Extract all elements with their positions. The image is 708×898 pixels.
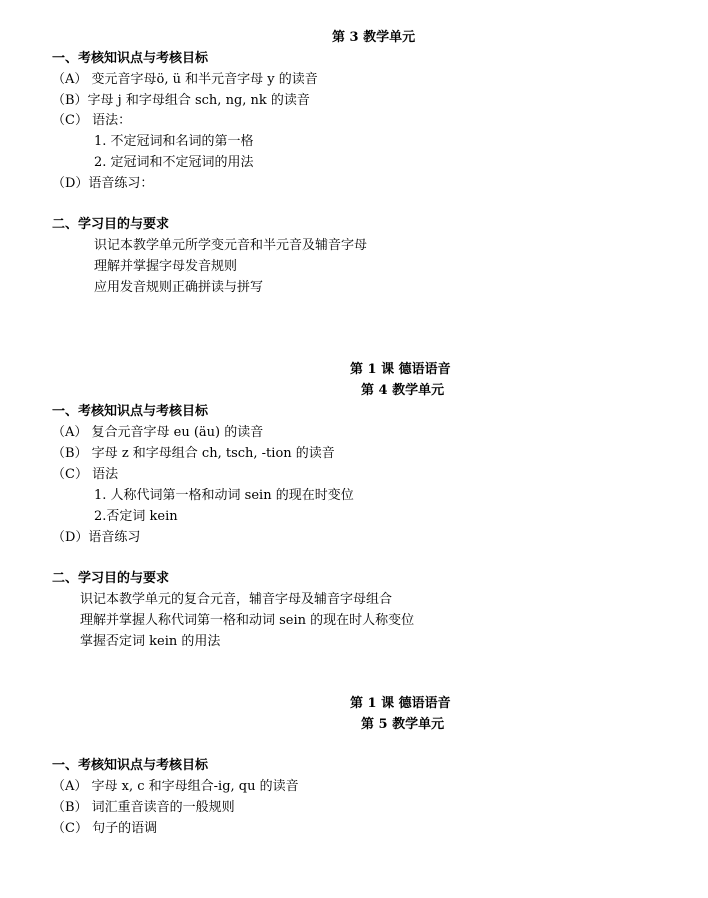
unit4-item-b: （B） 字母 z 和字母组合 ch, tsch, -tion 的读音 (52, 446, 335, 461)
unit3-item-b: （B）字母 j 和字母组合 sch, ng, nk 的读音 (52, 93, 310, 108)
unit3-section1-heading: 一、考核知识点与考核目标 (52, 51, 209, 66)
unit5-item-a: （A） 字母 x, c 和字母组合-ig, qu 的读音 (52, 779, 299, 794)
unit4-item-c1: 1. 人称代词第一格和动词 sein 的现在时变位 (94, 488, 354, 503)
unit4-section1-heading: 一、考核知识点与考核目标 (52, 404, 209, 419)
unit3-item-c: （C） 语法： (52, 113, 132, 128)
unit4-requirement-2: 理解并掌握人称代词第一格和动词 sein 的现在时人称变位 (80, 613, 415, 628)
unit4-requirement-1: 识记本教学单元的复合元音，辅音字母及辅音字母组合 (80, 592, 393, 607)
unit5-item-b: （B） 词汇重音读音的一般规则 (52, 800, 235, 815)
unit3-item-c2: 2. 定冠词和不定冠词的用法 (94, 155, 254, 170)
unit3-requirement-2: 理解并掌握字母发音规则 (94, 259, 238, 274)
unit3-title: 第 3 教学单元 (332, 30, 416, 45)
unit3-requirement-1: 识记本教学单元所学变元音和半元音及辅音字母 (94, 238, 368, 253)
unit5-item-c: （C） 句子的语调 (52, 821, 158, 836)
unit5-title: 第 5 教学单元 (361, 717, 445, 732)
unit4-requirement-3: 掌握否定词 kein 的用法 (80, 634, 221, 649)
unit3-item-d: （D）语音练习： (52, 176, 154, 191)
unit3-item-c1: 1. 不定冠词和名词的第一格 (94, 134, 254, 149)
unit3-section2-heading: 二、学习目的与要求 (52, 217, 170, 232)
unit4-item-c: （C） 语法 (52, 467, 119, 482)
unit5-section1-heading: 一、考核知识点与考核目标 (52, 758, 209, 773)
unit3-item-a: （A） 变元音字母ö, ü 和半元音字母 y 的读音 (52, 72, 318, 87)
unit3-requirement-3: 应用发音规则正确拼读与拼写 (94, 280, 264, 295)
unit4-item-d: （D）语音练习 (52, 530, 141, 545)
unit5-lesson-title: 第 1 课 德语语音 (350, 696, 451, 711)
unit4-title: 第 4 教学单元 (361, 383, 445, 398)
unit4-lesson-title: 第 1 课 德语语音 (350, 362, 451, 377)
unit4-section2-heading: 二、学习目的与要求 (52, 571, 170, 586)
unit4-item-c2: 2.否定词 kein (94, 509, 178, 524)
unit4-item-a: （A） 复合元音字母 eu (äu) 的读音 (52, 425, 264, 440)
